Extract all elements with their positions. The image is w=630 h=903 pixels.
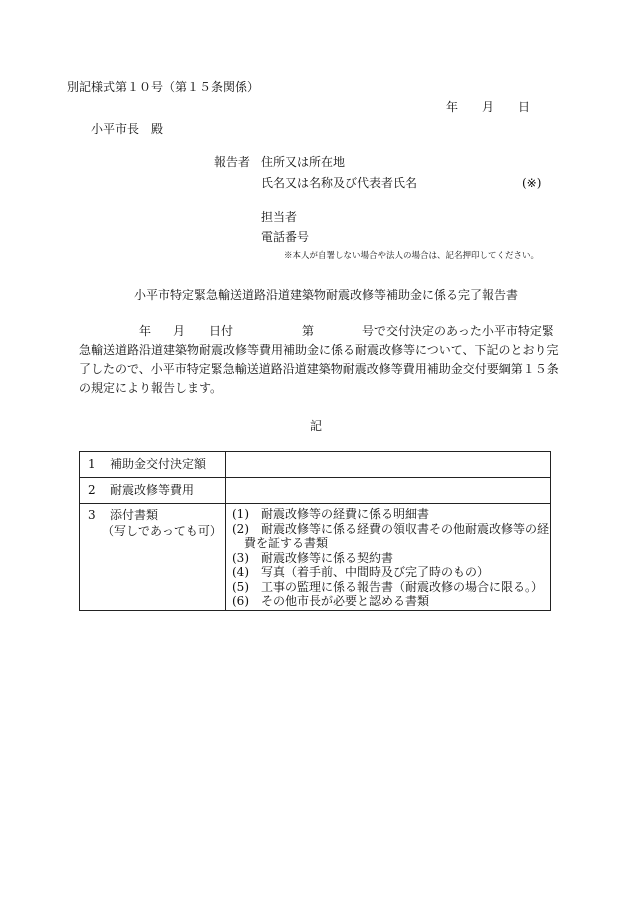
body-year: 年 bbox=[139, 324, 152, 338]
signature-note: ※本人が自署しない場合や法人の場合は、記名押印してください。 bbox=[284, 251, 540, 261]
phone-label: 電話番号 bbox=[261, 230, 310, 244]
row2-num: 2 bbox=[88, 483, 96, 497]
body-line2: 急輸送道路沿道建築物耐震改修等費用補助金に係る耐震改修等について、下記のとおり完 bbox=[79, 343, 559, 357]
body-line1-rest: 号で交付決定のあった小平市特定緊 bbox=[362, 324, 554, 338]
ki-heading: 記 bbox=[310, 419, 323, 433]
date-day-label: 日 bbox=[518, 100, 531, 114]
address-label: 住所又は所在地 bbox=[261, 155, 346, 169]
table-row bbox=[80, 504, 551, 611]
row3-num: 3 bbox=[88, 508, 96, 522]
attachment-item: (2) 耐震改修等に係る経費の領収書その他耐震改修等の経 bbox=[232, 521, 550, 536]
items-table bbox=[79, 451, 551, 611]
attachments-list bbox=[226, 504, 550, 609]
attachment-item: (3) 耐震改修等に係る契約書 bbox=[232, 550, 393, 565]
body-day: 日付 bbox=[209, 324, 234, 338]
table-row bbox=[80, 478, 551, 504]
attachment-item: (6) その他市長が必要と認める書類 bbox=[232, 594, 429, 608]
seal-mark: (※) bbox=[522, 176, 542, 190]
attachment-item: (4) 写真（着手前、中間時及び完了時のもの） bbox=[232, 565, 489, 579]
body-line4: の規定により報告します。 bbox=[79, 381, 223, 395]
name-label: 氏名又は名称及び代表者氏名 bbox=[261, 176, 418, 190]
addressee: 小平市長 殿 bbox=[91, 122, 164, 136]
row3-label-cell bbox=[80, 504, 226, 611]
body-month: 月 bbox=[173, 324, 186, 338]
row3-sublabel: （写しであっても可） bbox=[102, 524, 222, 538]
body-line3: 了したので、小平市特定緊急輸送道路沿道建築物耐震改修等費用補助金交付要綱第１５条 bbox=[79, 362, 559, 376]
attachment-item: (5) 工事の監理に係る報告書（耐震改修の場合に限る。） bbox=[232, 579, 544, 594]
document-title: 小平市特定緊急輸送道路沿道建築物耐震改修等補助金に係る完了報告書 bbox=[134, 288, 519, 302]
form-number: 別記様式第１０号（第１５条関係） bbox=[67, 80, 260, 94]
reporter-role-label: 報告者 bbox=[214, 155, 251, 169]
contact-person-label: 担当者 bbox=[261, 210, 298, 224]
attachments-cell bbox=[226, 504, 551, 611]
row1-label: 補助金交付決定額 bbox=[110, 457, 207, 471]
row1-num: 1 bbox=[88, 457, 96, 471]
body-dai: 第 bbox=[302, 324, 315, 338]
table-row bbox=[80, 452, 551, 478]
date-year-label: 年 bbox=[446, 100, 459, 114]
row2-value-cell[interactable] bbox=[226, 478, 551, 504]
attachment-item: 費を証する書類 bbox=[232, 536, 329, 550]
attachment-item: (1) 耐震改修等の経費に係る明細書 bbox=[232, 507, 429, 521]
row1-value-cell[interactable] bbox=[226, 452, 551, 478]
row3-label: 添付書類 bbox=[110, 508, 159, 522]
row1-label-cell bbox=[80, 452, 226, 478]
row2-label: 耐震改修等費用 bbox=[110, 483, 195, 497]
date-month-label: 月 bbox=[482, 100, 495, 114]
row2-label-cell bbox=[80, 478, 226, 504]
